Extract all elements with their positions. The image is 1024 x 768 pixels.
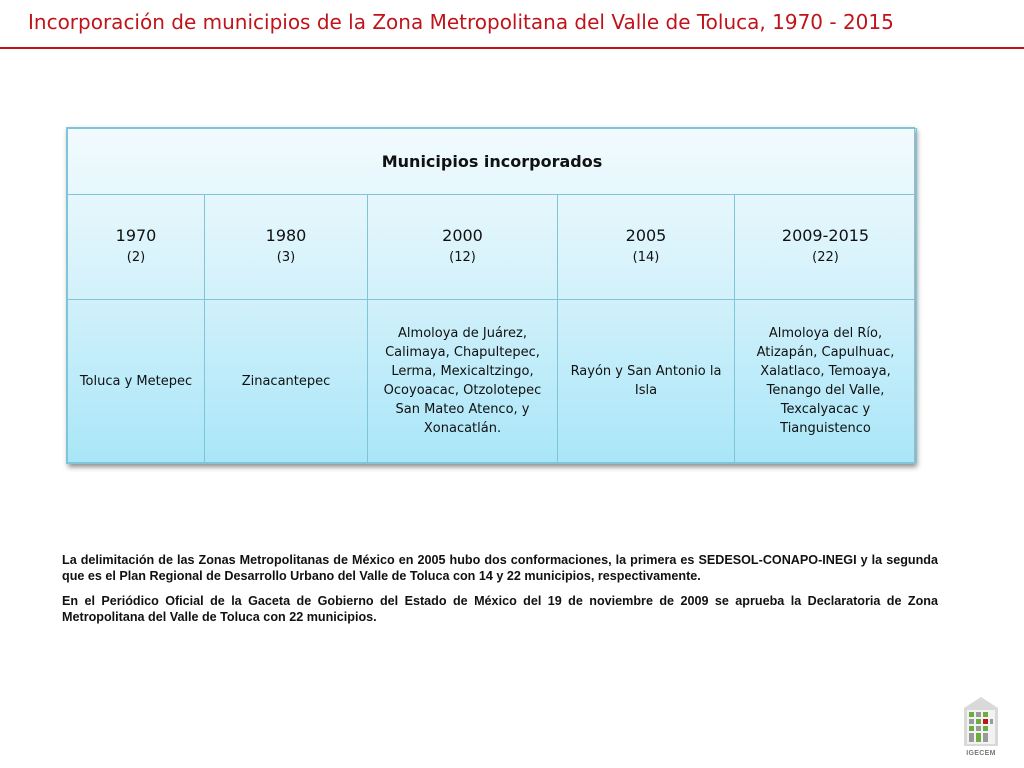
year-label: 1980	[265, 226, 307, 245]
year-label: 1970	[115, 226, 157, 245]
notes	[62, 552, 938, 634]
municipios-cell-1980: Zinacantepec	[205, 300, 368, 463]
year-cell-2000	[368, 195, 558, 300]
note-paragraph: La delimitación de las Zonas Metropolitanas de México en 2005 hubo dos conformaciones, la primera es SEDESOL-CONAPO-INEGI y la segunda que es el Plan Regional de Desarrollo Urbano del Valle de Toluca con 14 y 22 municipios, respectivamente.	[62, 553, 938, 583]
year-cell-1980	[205, 195, 368, 300]
year-count: (12)	[449, 250, 476, 265]
year-count: (3)	[276, 250, 296, 265]
year-label: 2000	[442, 226, 483, 245]
title-divider	[0, 47, 1024, 49]
year-cell-2005	[558, 195, 735, 300]
year-count: (2)	[126, 250, 146, 265]
municipios-cell-2009-2015: Almoloya del Río, Atizapán, Capulhuac, Xalatlaco, Temoaya, Tenango del Valle, Texcalyacac y Tianguistenco	[735, 300, 917, 463]
year-cell-1970	[68, 195, 205, 300]
logo-text: IGECEM	[966, 750, 996, 757]
note-paragraph: En el Periódico Oficial de la Gaceta de Gobierno del Estado de México del 19 de noviembre de 2009 se aprueba la Declaratoria de Zona Metropolitana del Valle de Toluca con 22 municipios.	[62, 594, 938, 624]
municipios-cell-2005: Rayón y San Antonio la Isla	[558, 300, 735, 463]
year-count: (22)	[812, 250, 839, 265]
slide-title: Incorporación de municipios de la Zona Metropolitana del Valle de Toluca, 1970 - 2015	[28, 10, 894, 34]
table-header: Municipios incorporados	[68, 129, 917, 195]
year-count: (14)	[632, 250, 660, 265]
year-label: 2005	[625, 226, 667, 245]
municipios-cell-2000: Almoloya de Juárez, Calimaya, Chapultepec, Lerma, Mexicaltzingo, Ocoyoacac, Otzolotepec San Mateo Atenco, y Xonacatlán.	[368, 300, 558, 463]
municipios-cell-1970: Toluca y Metepec	[68, 300, 205, 463]
municipios-table	[66, 127, 915, 464]
year-label: 2009-2015	[781, 226, 870, 245]
year-cell-2009-2015	[735, 195, 917, 300]
